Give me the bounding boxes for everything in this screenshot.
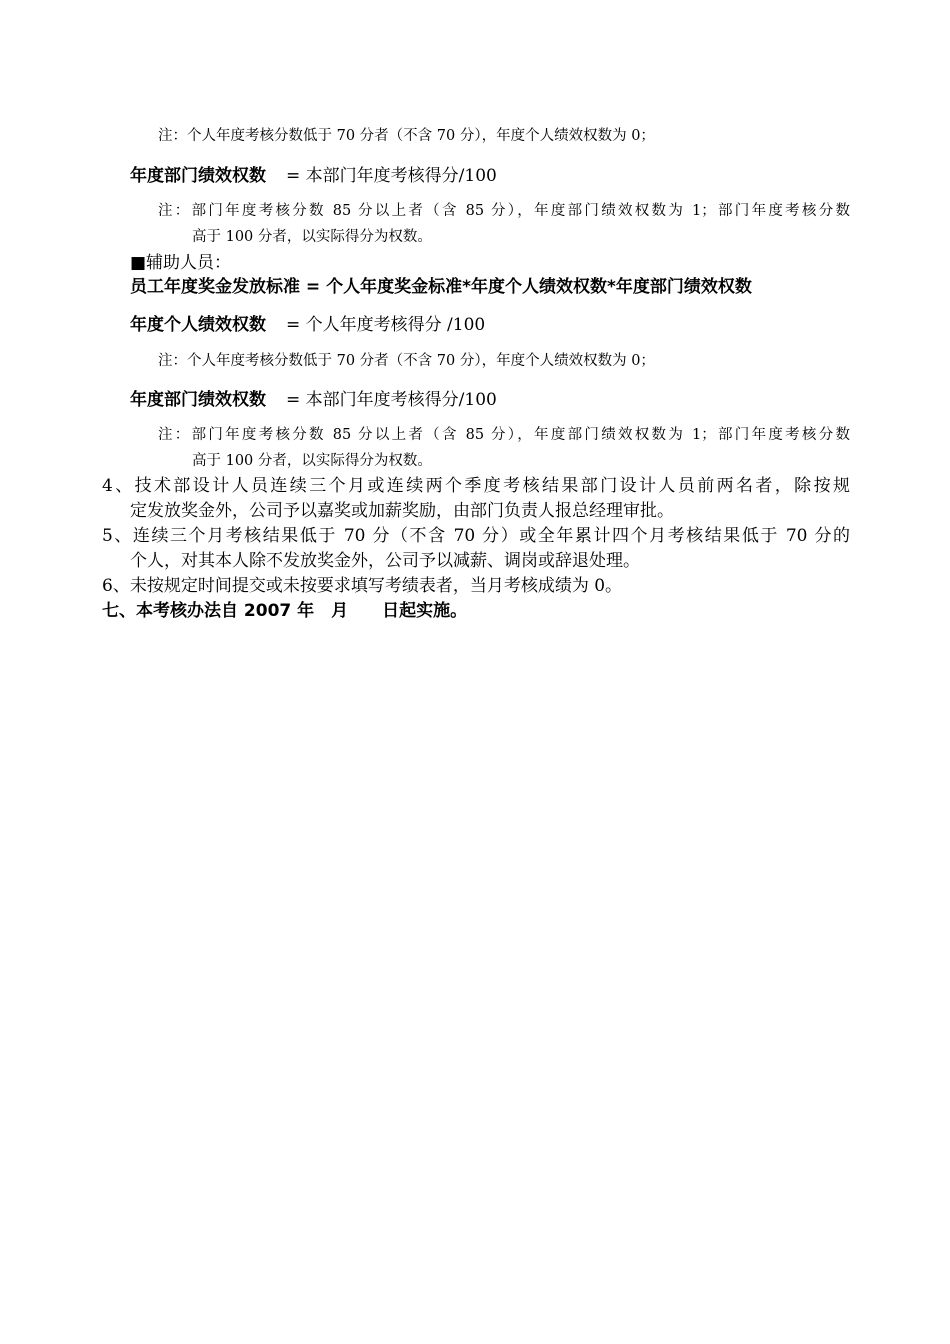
item-6: 6、未按规定时间提交或未按要求填写考绩表者，当月考核成绩为 0。 bbox=[102, 576, 623, 596]
personal-weight-formula-value: = 个人年度考核得分 /100 bbox=[286, 315, 486, 335]
item-4-line2: 定发放奖金外，公司予以嘉奖或加薪奖励，由部门负责人报总经理审批。 bbox=[130, 501, 674, 521]
dept-weight-formula-value: = 本部门年度考核得分/100 bbox=[286, 166, 497, 186]
bonus-standard-formula: 员工年度奖金发放标准 = 个人年度奖金标准*年度个人绩效权数*年度部门绩效权数 bbox=[130, 277, 752, 297]
note-dept-weight-2-line2: 高于 100 分者，以实际得分为权数。 bbox=[192, 453, 432, 469]
item-4-line1: 4、技术部设计人员连续三个月或连续两个季度考核结果部门设计人员前两名者，除按规 bbox=[102, 476, 850, 496]
section-seven-heading: 七、本考核办法自 2007 年 月 日起实施。 bbox=[102, 601, 468, 621]
dept-weight-formula-label: 年度部门绩效权数 bbox=[130, 390, 266, 410]
note-personal-weight-1: 注：个人年度考核分数低于 70 分者（不含 70 分），年度个人绩效权数为 0； bbox=[158, 128, 655, 144]
dept-weight-formula-2 bbox=[130, 390, 497, 410]
dept-weight-formula-label: 年度部门绩效权数 bbox=[130, 166, 266, 186]
item-5-line2: 个人，对其本人除不发放奖金外，公司予以减薪、调岗或辞退处理。 bbox=[130, 551, 640, 571]
dept-weight-formula-1 bbox=[130, 166, 497, 186]
auxiliary-staff-heading: ■辅助人员： bbox=[130, 253, 232, 273]
note-dept-weight-2-line1: 注：部门年度考核分数 85 分以上者（含 85 分），年度部门绩效权数为 1；部门年度考核分数 bbox=[158, 427, 850, 443]
dept-weight-formula-value: = 本部门年度考核得分/100 bbox=[286, 390, 497, 410]
item-5-line1: 5、连续三个月考核结果低于 70 分（不含 70 分）或全年累计四个月考核结果低于 70 分的 bbox=[102, 526, 850, 546]
note-dept-weight-1-line2: 高于 100 分者，以实际得分为权数。 bbox=[192, 229, 432, 245]
note-personal-weight-2: 注：个人年度考核分数低于 70 分者（不含 70 分），年度个人绩效权数为 0； bbox=[158, 353, 655, 369]
personal-weight-formula-label: 年度个人绩效权数 bbox=[130, 315, 266, 335]
note-dept-weight-1-line1: 注：部门年度考核分数 85 分以上者（含 85 分），年度部门绩效权数为 1；部门年度考核分数 bbox=[158, 203, 850, 219]
personal-weight-formula bbox=[130, 315, 485, 335]
